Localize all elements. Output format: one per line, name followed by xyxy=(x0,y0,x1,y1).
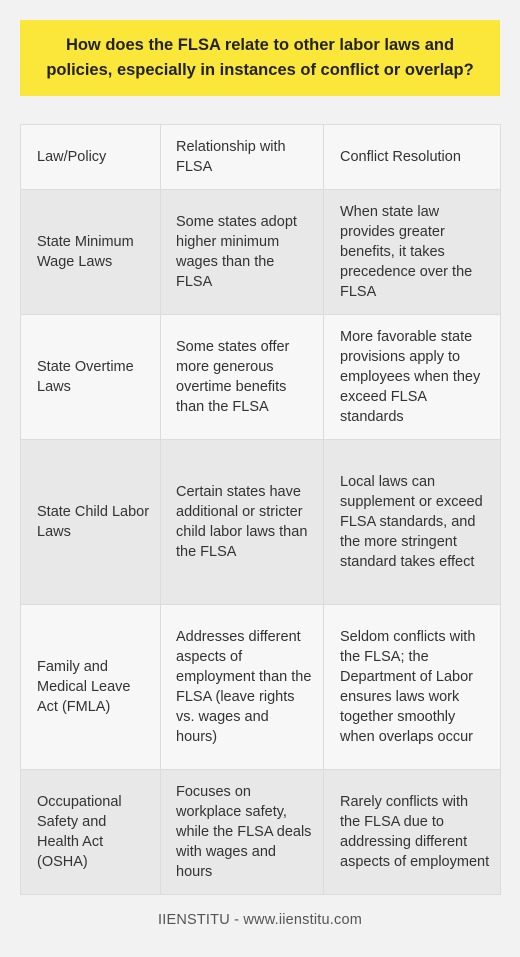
title-banner xyxy=(20,20,500,96)
column-header-relationship: Relationship with FLSA xyxy=(161,125,324,190)
conflict-resolution-cell: More favorable state provisions apply to employees when they exceed FLSA standards xyxy=(324,315,501,440)
relationship-cell: Addresses different aspects of employment than the FLSA (leave rights vs. wages and hours) xyxy=(161,605,324,770)
law-policy-cell: State Child Labor Laws xyxy=(21,440,161,605)
column-header-law-policy: Law/Policy xyxy=(21,125,161,190)
table-row xyxy=(21,770,501,895)
law-policy-cell: Family and Medical Leave Act (FMLA) xyxy=(21,605,161,770)
conflict-resolution-cell: Seldom conflicts with the FLSA; the Department of Labor ensures laws work together smoothly when overlaps occur xyxy=(324,605,501,770)
relationship-cell: Certain states have additional or stricter child labor laws than the FLSA xyxy=(161,440,324,605)
table-row xyxy=(21,440,501,605)
relationship-cell: Some states adopt higher minimum wages than the FLSA xyxy=(161,190,324,315)
table-row xyxy=(21,190,501,315)
column-header-conflict-resolution: Conflict Resolution xyxy=(324,125,501,190)
law-policy-cell: State Minimum Wage Laws xyxy=(21,190,161,315)
conflict-resolution-cell: When state law provides greater benefits, it takes precedence over the FLSA xyxy=(324,190,501,315)
page-title: How does the FLSA relate to other labor laws and policies, especially in instances of conflict or overlap? xyxy=(46,36,474,79)
table-row xyxy=(21,605,501,770)
relationship-cell: Some states offer more generous overtime benefits than the FLSA xyxy=(161,315,324,440)
conflict-resolution-cell: Rarely conflicts with the FLSA due to addressing different aspects of employment xyxy=(324,770,501,895)
law-policy-cell: Occupational Safety and Health Act (OSHA) xyxy=(21,770,161,895)
footer-credit: IIENSTITU - www.iienstitu.com xyxy=(158,912,362,928)
conflict-resolution-cell: Local laws can supplement or exceed FLSA standards, and the more stringent standard takes effect xyxy=(324,440,501,605)
relationship-cell: Focuses on workplace safety, while the FLSA deals with wages and hours xyxy=(161,770,324,895)
table-header-row xyxy=(21,125,501,190)
law-policy-cell: State Overtime Laws xyxy=(21,315,161,440)
comparison-table xyxy=(20,124,501,895)
table-row xyxy=(21,315,501,440)
